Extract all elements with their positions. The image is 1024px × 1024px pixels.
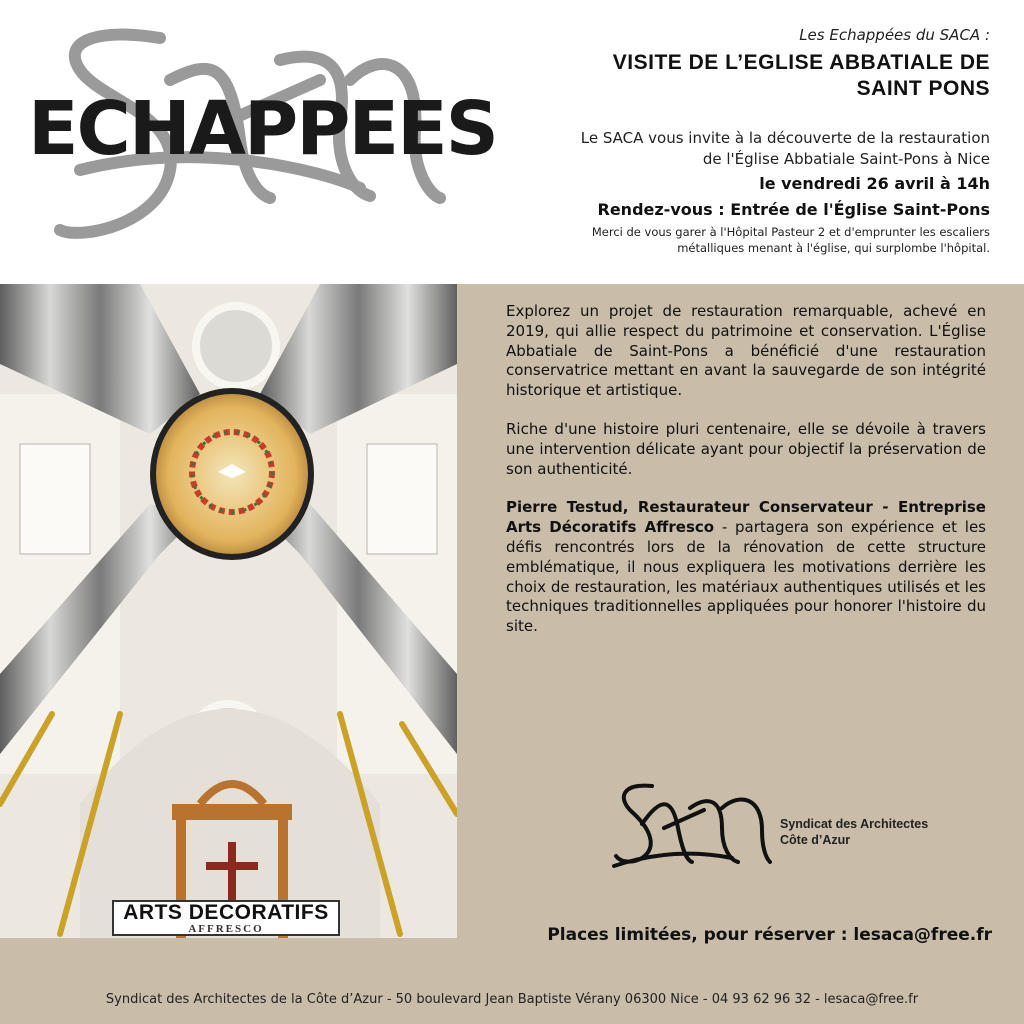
saca-caption-line-1: Syndicat des Architectes <box>780 817 929 831</box>
description-paragraph-3 <box>506 498 986 637</box>
footer-address: Syndicat des Architectes de la Côte d’Azur - 50 boulevard Jean Baptiste Vérany 06300 Nice - 04 93 62 96 32 - lesaca@free.fr <box>105 992 919 1007</box>
meeting-point: Rendez-vous : Entrée de l'Église Saint-Pons <box>597 200 990 219</box>
description-paragraph-1: Explorez un projet de restauration remarquable, achevé en 2019, qui allie respect du patrimoine et conservation. L'Église Abbatiale de Saint-Pons a bénéficié d'une restauration conservatrice mettant en avant la sauvegarde de son intégrité historique et artistique. <box>506 302 986 400</box>
arts-decoratifs-name: ARTS DECORATIFS <box>123 901 329 924</box>
speaker-name: Pierre Testud, Restaurateur Conservateur - Entreprise Arts Décoratifs Affresco <box>506 498 986 537</box>
echappees-logo <box>20 20 497 250</box>
event-date: le vendredi 26 avril à 14h <box>759 174 990 193</box>
description-paragraph-2: Riche d'une histoire pluri centenaire, elle se dévoile à travers une intervention délicate ayant pour objectif la préservation de son authenticité. <box>506 419 986 478</box>
invitation-line-2: de l'Église Abbatiale Saint-Pons à Nice <box>702 150 990 168</box>
echappees-wordmark: ECHAPPEES <box>28 86 497 172</box>
saca-caption <box>780 816 928 848</box>
description-text <box>506 302 986 656</box>
page-title <box>470 50 990 102</box>
church-ceiling-photo <box>0 284 457 938</box>
church-ceiling-illustration <box>0 284 457 938</box>
parking-note <box>470 224 990 256</box>
title-line-1: VISITE DE L’EGLISE ABBATIALE DE <box>612 51 990 74</box>
reservation-info: Places limitées, pour réserver : lesaca@free.fr <box>547 925 992 945</box>
saca-logo <box>612 778 772 870</box>
invitation-text <box>490 128 990 170</box>
title-line-2: SAINT PONS <box>856 77 990 100</box>
invitation-line-1: Le SACA vous invite à la découverte de la restauration <box>580 129 990 147</box>
speaker-description: - partagera son expérience et les défis rencontrés lors de la rénovation de cette structure emblématique, il nous expliquera les motivations derrière les choix de restauration, les matériaux authentiques utilisés et les techniques traditionnelles appliquées pour honorer l'histoire du site. <box>506 518 986 636</box>
series-label: Les Echappées du SACA : <box>799 26 990 44</box>
arts-decoratifs-sub: AFFRESCO <box>188 923 264 935</box>
parking-line-1: Merci de vous garer à l'Hôpital Pasteur 2 et d'emprunter les escaliers <box>591 225 990 239</box>
saca-caption-line-2: Côte d’Azur <box>780 833 851 847</box>
arts-decoratifs-logo <box>112 900 340 936</box>
parking-line-2: métalliques menant à l'église, qui surplombe l'hôpital. <box>677 241 990 255</box>
saca-signature-icon <box>612 778 772 870</box>
